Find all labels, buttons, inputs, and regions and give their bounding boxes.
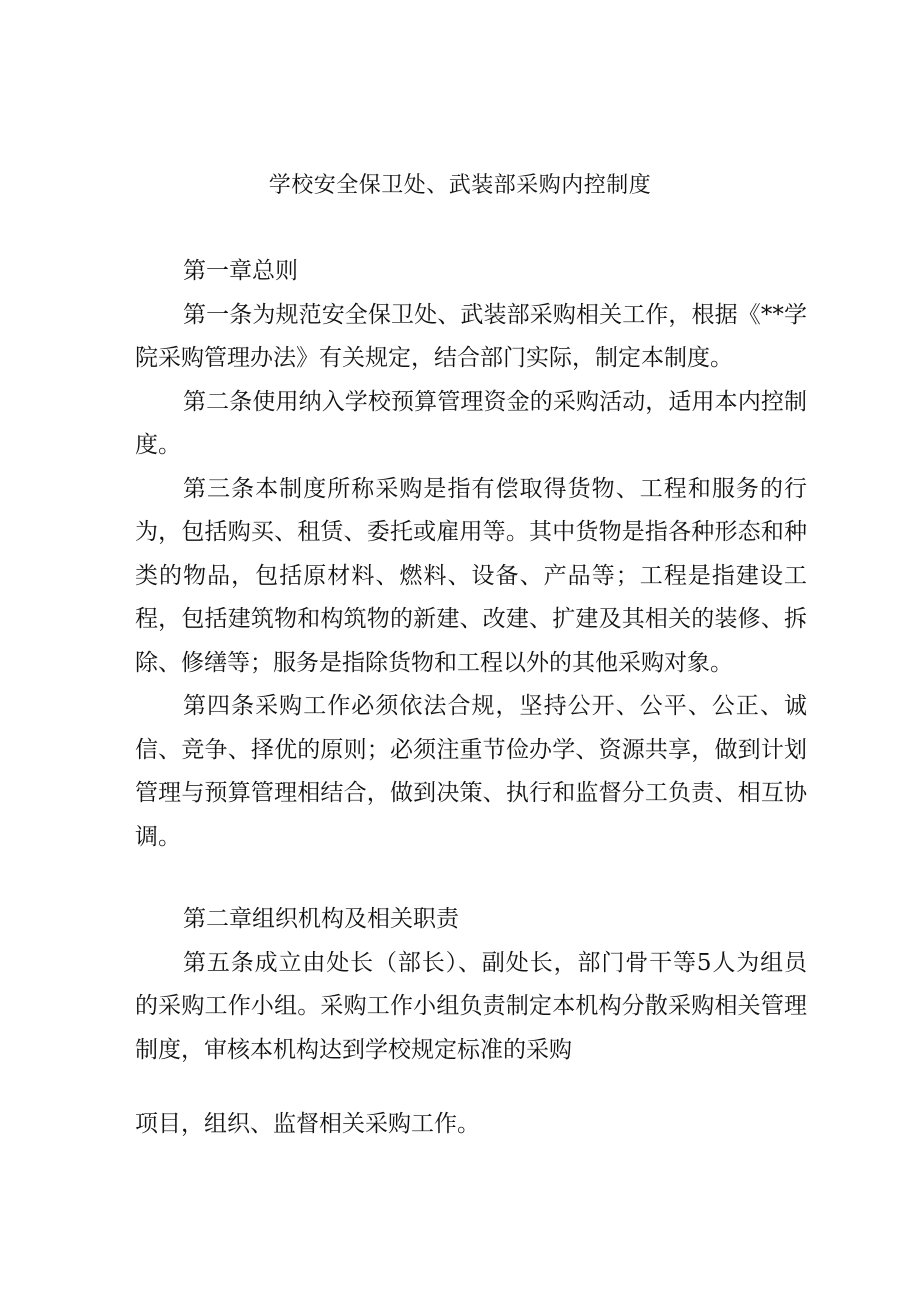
article-2: 第二条使用纳入学校预算管理资金的采购活动，适用本内控制度。	[135, 388, 807, 458]
chapter-2-continued	[135, 1103, 807, 1147]
article-3: 第三条本制度所称采购是指有偿取得货物、工程和服务的行为，包括购买、租赁、委托或雇用等。其中货物是指各种形态和种类的物品，包括原材料、燃料、设备、产品等；工程是指建设工程，包括建筑物和构筑物的新建、改建、扩建及其相关的装修、拆除、修缮等；服务是指除货物和工程以外的其他采购对象。	[135, 475, 807, 676]
article-1: 第一条为规范安全保卫处、武装部采购相关工作，根据《**学院采购管理办法》有关规定，结合部门实际，制定本制度。	[135, 301, 807, 371]
chapter-1	[135, 250, 807, 859]
article-4: 第四条采购工作必须依法合规，坚持公开、公平、公正、诚信、竞争、择优的原则；必须注重节俭办学、资源共享，做到计划管理与预算管理相结合，做到决策、执行和监督分工负责、相互协调。	[135, 693, 807, 850]
article-5-part-2: 项目，组织、监督相关采购工作。	[135, 1111, 480, 1137]
chapter-1-heading: 第一章总则	[183, 258, 298, 284]
chapter-2-heading: 第二章组织机构及相关职责	[183, 906, 459, 932]
chapter-2	[135, 898, 807, 1072]
article-5-part-1: 第五条成立由处长（部长）、副处长，部门骨干等5人为组员的采购工作小组。采购工作小组负责制定本机构分散采购相关管理制度，审核本机构达到学校规定标准的采购	[135, 949, 807, 1063]
document-title: 学校安全保卫处、武装部采购内控制度	[268, 173, 652, 198]
